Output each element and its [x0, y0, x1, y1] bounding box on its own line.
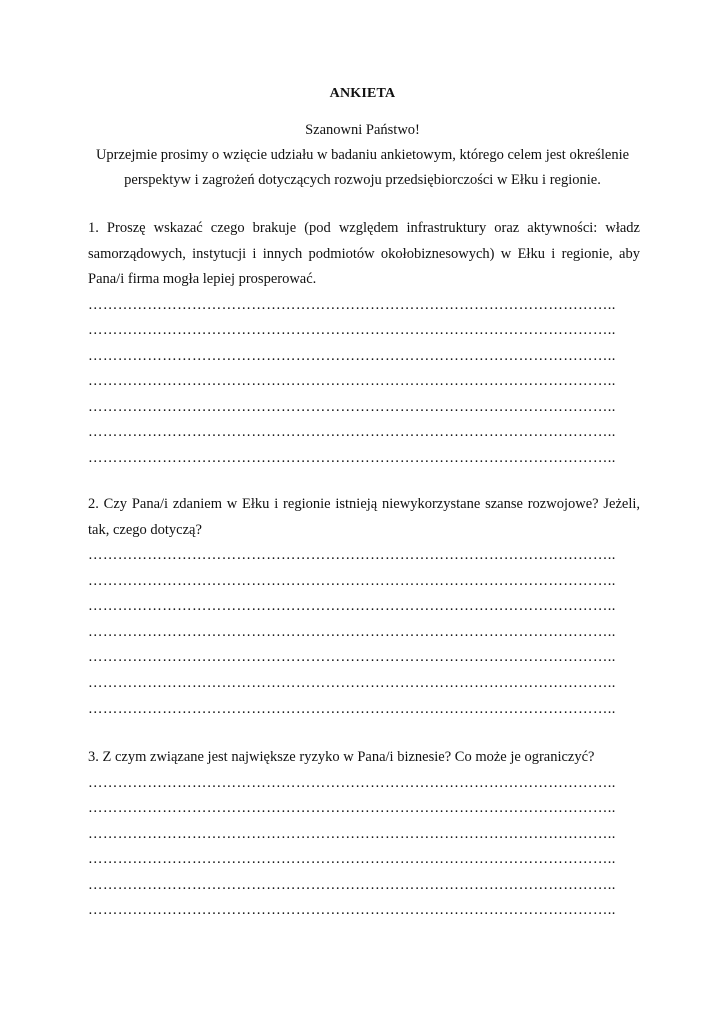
- question-text: 1. Proszę wskazać czego brakuje (pod względem infrastruktury oraz aktywności: władz samorządowych, instytucji i innych podmiotów okołobiznesowych) w Ełku i regionie, aby Pana/i firma mogła lepiej prosperować.: [88, 220, 640, 287]
- intro-line: perspektyw i zagrożeń dotyczących rozwoju przedsiębiorczości w Ełku i regionie.: [124, 172, 601, 188]
- intro-line: Uprzejmie prosimy o wzięcie udziału w badaniu ankietowym, którego celem jest określenie: [95, 147, 630, 163]
- question-3: [88, 745, 640, 924]
- answer-line[interactable]: ……………………………………………………………………………………………..: [88, 800, 616, 817]
- greeting: Szanowni Państwo!: [305, 122, 420, 138]
- answer-line[interactable]: ……………………………………………………………………………………………..: [88, 825, 616, 842]
- answer-line[interactable]: ……………………………………………………………………………………………..: [88, 876, 616, 893]
- answer-line[interactable]: ……………………………………………………………………………………………..: [88, 398, 616, 415]
- answer-line[interactable]: ……………………………………………………………………………………………..: [88, 700, 616, 717]
- answer-line[interactable]: ……………………………………………………………………………………………..: [88, 572, 616, 589]
- answer-line[interactable]: ……………………………………………………………………………………………..: [88, 373, 616, 390]
- question-text: 3. Z czym związane jest największe ryzyko w Pana/i biznesie? Co może je ograniczyć?: [88, 749, 595, 765]
- survey-title: ANKIETA: [329, 86, 396, 101]
- answer-line[interactable]: ……………………………………………………………………………………………..: [88, 450, 616, 467]
- intro-section: [80, 118, 645, 193]
- answer-line[interactable]: ……………………………………………………………………………………………..: [88, 347, 616, 364]
- answer-line[interactable]: ……………………………………………………………………………………………..: [88, 424, 616, 441]
- answer-line[interactable]: ……………………………………………………………………………………………..: [88, 902, 616, 919]
- answer-line[interactable]: ……………………………………………………………………………………………..: [88, 598, 616, 615]
- answer-lines: [88, 543, 640, 722]
- answer-line[interactable]: ……………………………………………………………………………………………..: [88, 623, 616, 640]
- question-text: 2. Czy Pana/i zdaniem w Ełku i regionie istnieją niewykorzystane szanse rozwojowe? Jeżeli, tak, czego dotyczą?: [88, 496, 640, 538]
- answer-line[interactable]: ……………………………………………………………………………………………..: [88, 322, 616, 339]
- answer-line[interactable]: ……………………………………………………………………………………………..: [88, 296, 616, 313]
- question-1: [88, 216, 640, 472]
- answer-line[interactable]: ……………………………………………………………………………………………..: [88, 547, 616, 563]
- answer-line[interactable]: ……………………………………………………………………………………………..: [88, 649, 616, 666]
- answer-line[interactable]: ……………………………………………………………………………………………..: [88, 774, 616, 791]
- answer-line[interactable]: ……………………………………………………………………………………………..: [88, 851, 616, 868]
- answer-lines: [88, 771, 640, 925]
- answer-lines: [88, 293, 640, 472]
- question-2: [88, 492, 640, 722]
- answer-line[interactable]: ……………………………………………………………………………………………..: [88, 674, 616, 691]
